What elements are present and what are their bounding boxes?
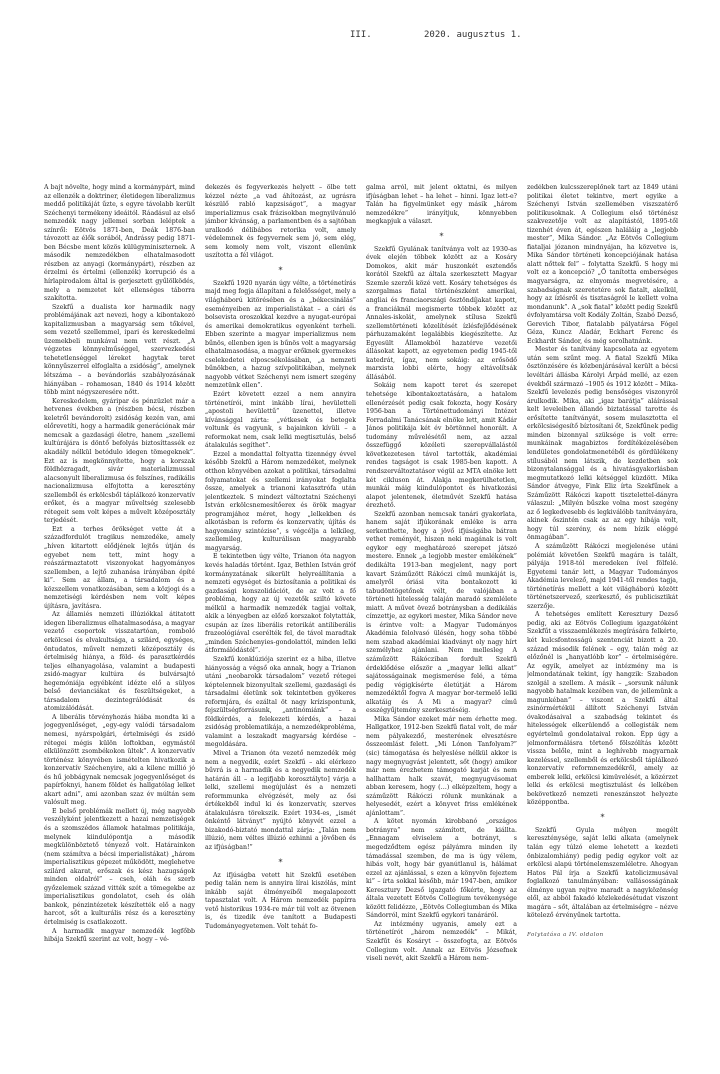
paragraph: A bajt növelte, hogy mind a kormánypárt, mind az ellenzék a doktriner, életidegen liberalizmus meddő politikáját űzte, s egyre távolabb került Széchenyi termékeny ideáitól. Ráadásul az első nemzedék nagy jellemei sorban leléptek a színről: Eötvös 1871-ben, Deák 1876-ban távozott az élők sorából, Andrássy pedig 1871-ben Bécsbe ment közös külügyminiszternek. A második nemzedékben elhatalmasodott részben az anyagi (kormánypárt), részben az érzelmi és értelmi (ellenzék) korrupció és a hírlapirodalom által is gerjesztett gyűlölködés, mely a nemzetet két ellenséges táborra szakította. xyxy=(44,184,195,303)
paragraph: Szekfű Gyula mélyen megélt kereszténysége, saját lelki alkata (amelynek talán egy túlzó eleme lehetett a kezdeti önbizalomhiány) pedig pedig egykor volt az erkölcsi alapú történelemszemléletre. Ahogyan Hatos Pál írja a Szekfű katolicizmusával foglalkozó tanulmányában: vallásosságának élménye ugyan rejtve maradt a nagyközönség elől, az abból fakadó közlekedésétudat viszont magára – sőt, általában az értelmiségre – nézve kötelező érvényűnek tartotta. xyxy=(527,826,678,920)
paragraph: Az intézmény ugyanis, amely ezt a történetírót „három nemzedék” – Mikát, Szekfűt és Kosáryt – összefogta, az Eötvös Collegium volt. Annak az Eötvös Józsefnek viseli nevét, akit Szekfű a Három nem- xyxy=(366,920,517,963)
article-column-2 xyxy=(205,184,356,1046)
paragraph: A liberális törvényhozás hiába mondta ki a jogegyenlőséget, „egy-egy valódi társadalom nemesi, nyárspolgári, értelmiségi és zsidó rétegei mégis külön loftokban, egymástól elkülönzött zsombékokon ültek”. A konzervatív történész könyvében ismételten hivatkozik a konzervatív Széchenyire, aki a kilenc millió jó és hű jobbágynak nemcsak jogegyenlőséget és papírfoknyi, hanem földet és hallgatólag lelket akart adni”, ami azonban szaz év múltán sem valósult meg. xyxy=(44,713,195,807)
paragraph: Szekfű konklúziója szerint ez a hiba, illetve hiányosság a végső oka annak, hogy a Trianon utáni „neobarokk társadalom” vezető rétegei képtelennek bizonyultak szellemi, gazdasági és társadalmi életünk sok tekintetben gyökeres reformjára, és ezáltal öt nagy krízispontunk, fejszültségforrásunk, „antinómiánk” – a földkérdés, a felekezeti kérdés, a hazai zsidóság problematikája, a nemzedékprobléma, valamint a leszakadt magyarság kérdése – megoldására. xyxy=(205,655,356,749)
paragraph: Szekfű azonban nemcsak tanári gyakorlata, hanem saját ifjúkorának emléke is arra serkenthette, hogy a jövő ifjúságába bátran vethet reményét, hiszen neki magának is volt egykor egy meghatározó szerepet játszó mestere. Ennek „a legjobb mester emlékének” dedikálta 1913-ban megjelent, nagy port kavart Száműzött Rákóczi című munkáját is, amelyről óriási vita bontakozott ki tabudöntögetőnek vélt, de valójában a történeti hitelesség talaján maradó szemlélete miatt. A művet övező botránysban a dedikálás címzettje, az egykori mester, Mika Sándor neve is érintve volt: a Magyar Tudományos Akadémia felolvasó ülésén, hogy soha többé nem szabad akadémiai kiadványt oly nagy hírt személyhez ajánlani. Nem mellesleg A száműzött Rákócziban fordult Szekfű érdeklődése először a „magyar lelki alkat” sajátosságainak megismerése felé, a téma pedig végigkísérte életútját a Három nemzedéktől fogva A magyar bor-termelő lelki alkatáig és A Mi a magyar? című esszégyűjtemény szerkesztéséig. xyxy=(366,510,517,715)
section-separator: * xyxy=(439,231,444,241)
page-header xyxy=(0,30,720,46)
paragraph: A tehetséges említett Keresztury Dezső pedig, aki az Eötvös Collegium igazgatóként Szekfűt a visszaemlékezés megírására felkérte, két kulcsfontosságú szentenciát bizott a 20. század második felének – egy, talán még az előzőnél is „hanyatlóbb kor” – értelmiségére. Az egyik, amelyet az intézmény ma is jelmondatának tekint, így hangzik: Szabadon szolgál a szellem. A másik – „sorsunk nálunk nagyobb hatalmak kezében van, de jellemünk a magunkéban” – viszont a Szekfű által zsinórmértékül állított Széchenyi István óvakodásaival a szabadság tekintet és hitelességek elkerülendő a collegisták nem egyértelmű gondolataival rokon. Épp úgy a jelmonformálásra törtenő fölszólítás között vissza belőle, mint a leghívebb magyarnak kezeléssel, szellemből és erkölcsből táplálkozó konzervatív reformnemzedékről, amely az emberek lelki, erkölcsi kimüvelését, a közérzet lelki és erkölcsi megtisztulást és lelkében bekövetkező nemzeti reneszánszot helyezte középpontba. xyxy=(527,611,678,807)
paragraph: A harmadik magyar nemzedék legfőbb hibája Szekfű szerint az volt, hogy – vé- xyxy=(44,927,195,944)
paragraph: E tekintetben úgy vélte, Trianon óta nagyon kevés haladás történt. Igaz, Bethlen István gróf kormányzatának sikerült helyreállítania a nemzeti egységet és biztosítania a politikai és gazdasági konszolidációt, de az volt a fő probléma, hogy az új vezetők sziltó követe mélkül a harmadik nemzedék tagjai voltak, akik a lényegben az előző korszakot folytatták, csupán az ízes liberális retorikát antiliberális frazeológiával cserélték fel, de távol maradtak „minden Széchenyies-gondolattól, minden lelki átformálódástól”. xyxy=(205,553,356,655)
paragraph: A kötet nyomán kirobbanó „országos botrányra” nem számított, de kiállta. „Ennagam elviselem a botrányt, s megedződtem egész pályámra minden ily támadással szemben, de ma is úgy vélem, hibás volt, hogy bár gyanútlanul is, hálámat ezzel az ajánlással, s ezen a könyvön fejeztem ki” – írta sokkal később, már 1947-ben, amikor Keresztury Dezső igazgató főkérte, hogy az általa vezetett Eötvös Collegium tevékenysége között felidézze, „Eötvös Collegiumban és Mika Sándorról, mint Szekfű egykori tanáráról. xyxy=(366,818,517,920)
paragraph: galma arról, mit jelent oktatni, és milyen ifjúságban lehet – ha lehet – hinni. Igaz lett-e? Talán ha figyelmünket egy másik „három nemzedékre” irányítjuk, könnyebben megkapjuk a választ. xyxy=(366,184,517,226)
paragraph: dekezés és fegyverkezés helyett – ölbe tett kézzel nézte „a vad áhítozást, az ugrásra készülő rabló kapzsiságot”, a magyar imperializmus csak frázisokban megnyilvánuló jámbor kívánság, a parlamentben és a sajtóban uralkodó délibábos retorika volt, amely védelemnek és fegyvernek sem jó, sem elég, sem komoly nem volt, viszont ellenünk uszította a fél világot. xyxy=(205,184,356,260)
section-separator: * xyxy=(600,812,605,822)
paragraph: Szekfű 1920 nyarán úgy vélte, a történetírás majd meg fogja állapítani a felelősséget, mely a világháború kitörésében és a „békecsinálás” eseményeiben az imperialistákat – a cári és bolsevista oroszokkal kezdve a nyugat-európai és amerikai demokratikus egyenként terheli. Ebben szerinte a magyar imperializmus nem bűnös, ellenben igen is bűnös volt a magyarság elhatalmasodása, a magyar erőknek gyermekes cselekedetei elposcsékolásában, „a nemzeti bűnökben, a hazug szívpolitikában, melynek nagyobb vétket Széchenyi nem ismert szegény nemzetünk ellen”. xyxy=(205,279,356,390)
paragraph: Szekfű Gyulának tanítványa volt az 1930-as évek elején többek között az a Kosáry Domokos, akit már huszonkét esztendős korától Szekfű az általa szerkesztett Magyar Szemle szerzői közé vett. Kosáry tehetséges és szorgalmas fiatal történészként amerikai, angliai és franciaországi ösztöndíjakat kapott, a franciáknál megismerte többek között az Annales-iskolát, amelynek stílusa Szekfű szellemtörténeti közelítését ízlésfejlődésének párhuzamaként legalábbis kiegészítette. Az Egyesült Államokból hazatérve vezetői állásokat kapott, az egyetemen pedig 1945-től katedrát, ígaz, nem sokáig: az erősödő marxista lobbi elérte, hogy eltávolítsák állásából. xyxy=(366,245,517,381)
section-separator: * xyxy=(278,265,283,275)
paragraph: Mivel a Trianon óta vezető nemzedék még nem a negyedik, ezért Szekfű – aki elérkezo bűvrá is a harmadik és a negyedik nemzedék határán áll – a legifjabb korosztályto] várja a lelki, szellemi megújulást és a nemzeti reformmunka elvégzését, mely az ősi értékekből indul ki és konzervatív, szerves átalakulásra törekszik. Ezért 1934-es, „ismét önkéntő látványt” nyújtó könyvét ezzel a bizakodó-biztató mondattal zárja: „Talán nem illúzió, nem véltes illúzió ezhinni a jövőben és az ifjúságban!” xyxy=(205,750,356,852)
article-body xyxy=(44,184,678,1046)
paragraph: Ezért követett ezzel a nem annyira történetírói, mint inkább lírai, hevületteli „apostoli hevülettű” üzenettel, illetve kívánsággal zárta: „vétkesek és betegek voltunk és vagyunk, s bajainkon kívüli – a reformokat nem, csak lelki megtisztulás, belső átalakulás segíthet”. xyxy=(205,391,356,450)
paragraph: Az államiés nemzeti illúziókkal átitatott idegen liberalizmus elhatalmasodása, a magyar vezető csoportok visszatartóan, romboló erkölcsei és elvakultsága, a szilárd, egységes, öntudatos, művelt nemzeti középosztály és értelmiség hiánya, a föld- és parasztkérdés teljes elhanyagolása, valamint a budapesti zsidó-magyar kultúra és bulvársajtó hegemóniája egyébként idézte elő a sülyos belső devianciákat és feszültségeket, a társadalom dezintegrálódását és atomizálódását. xyxy=(44,611,195,713)
page-number: III. xyxy=(350,30,372,40)
article-column-4 xyxy=(527,184,678,1046)
paragraph: Mester és tanítvány kapcsolata az egyetem után sem szűnt meg. A fiatal Szekfű Mika ösztönzésére és közbenjárásával került a bécsi levéltári állásba Károlyi Árpád mellé, az ezen évekből származó –1905 és 1912 között – Mika-Szekfű levelezés pedig bensőséges viszonyról árulkodik. Mika, aki „igaz barátja” aláírással kelt leveleiben állandó biztatással tarotte és erősítette tanítványát, sosem mulasztotta el erkölcsiségesítő bíztosítani őt, Szekfűnek pedig minden bizonnyal szüksége is volt erre: munkáinak magabiztos fordítékézelésében lendületes gondolatmenetéből és gördülékeny stílusából nem látszik, de kezdetben sok bizonytalansággal és a hivatásgyakorlásban megmutatkozó lelki kétséggel küzdött. Mika Sándor átvegye, Fink Eliz írta Szekfűnek a Száműzött Rákóczi kapott tisztelettel-dányra válaszul: „Milyén bűszke volna most szegény az ő legkedvesebb és legkiválóbb tanítványára, akinek őszintén csak az az egy hibája volt, hogy túl szerény, és nem bízik eléggé önmagában”. xyxy=(527,346,678,542)
paragraph: E belső problémák mellett új, még nagyobb veszélyként jelentkezett a hazai nemzetiségek és a szomszédos államok hatalmas politikája, melynek kiindulópontja a második megkülönböztető tényező volt. Határainkon (nem számítva a bécsi imperialistákat) „három imperialisztikus gépezet működött, meglehetve szilárd akarat, erőszak és kész hazugságok minden oldalról” – cseh, oláh és szerb győzelemek század vitték szét a tömegekbe az imperialisztikus gondolatot, cseh és oláh bankok, pénzintézetek készítették elő a nagy harcot, sőt a kulturális rész és a keresztény értelmiség is csatlakozott. xyxy=(44,807,195,927)
section-separator: * xyxy=(278,857,283,867)
paragraph: Szekfű a dualista kor harmadik nagy problémájának azt nevezi, hogy a kibontakozó kapitalizmusban a magyarság sem tőkével, sem vezető szellemmel, ipari és kereskedelmi üzemekbeli munkával nem vett részt. „A végzetes könnyelműséggel, szervezkedési tehetetlenséggel léreket hagytak teret könnyűszerrel elfoglalta a zsidóság”, amelynek létszáma – a bevándorlás szabályozásának hiányában – rohamosan, 1840 és 1914 között több mint négyszeresére nőtt. xyxy=(44,303,195,397)
paragraph: Sokáig nem kapott teret és szerepet tehetsége kibontakoztatására, a hatalom ellenérzését pedig csak fokozta, hogy Kosáry 1956-ban a Történettudományi Intézet Forradalmi Tanácsának elnöke lett, amit Kádár János politikája két év börtönnel honorált. A tudomány művelésétől nem, az azzal összefüggő közéleti szerepvállalástól következetesen távol tartották, akadémiai rendes tagságot is csak 1985-ben kapott. A rendszerváltoztatásor végül az MTA elnöke lett két cikluson át. Alakja megkerülhetetlen, munkái máig kiindulópontot és hivatkozási alapot jelentenek, életművét Szekfű hatása érezhető. xyxy=(366,382,517,510)
paragraph: A száműzött Rákóczi megjelenése utáni polémiát követően Szekfű magára is talált, pályája 1918-tól meredeken ível fölfelé. Egyetemi tanár lett, a Magyar Tudományos Akadémia levelező, majd 1941-től rendes tagja, történetírás mellett a két világháború között történetszervező, szerkesztő, és publicisztikát szerzője. xyxy=(527,542,678,610)
article-column-3 xyxy=(366,184,517,1046)
paragraph: Ezt a terhes örökséget vette át a századfordulót tragikus nemzedéke, amely „híven kitartott elődjének lejtős útján és egyebet nem tett, mint hogy a reászármaztatott viszonyokat hagyományos szellemben, a lejtő zuhanása irányában építé ki”. Sem az állam, a társadalom és a közszellem vonatkozásában, sem a közjogi és a nemzetiségi kérdésben nem volt képes újításra, javításra. xyxy=(44,525,195,610)
article-column-1 xyxy=(44,184,195,1046)
issue-date: 2020. augusztus 1. xyxy=(424,30,522,40)
continuation-note: Folytatása a IV. oldalon xyxy=(527,931,604,938)
paragraph: Ezzel a mondattal foltyatta tizennégy évvel később Szekfű a Három nemzedéket, melynek otthon könyvében azokat a politikai, társadalmi folyamatokat és szellemi irányokat foglalta össze, amelyek a trianoni katasztrófa után jelentkeztek. S mindezt változtatni Széchenyi István erkölcsnemesítőerex és örök magyar programjához méret, hogy „lelkekben és alkotásban is reform és konzervatív, újítás és hagyomány szintézise”, s végcélja a lelkileg, szellemileg, kulturálisan magyarabb magyarság. xyxy=(205,450,356,552)
paragraph: Kereskedelem, gyáripar és pénzüzlet már a hetvenes években a (részben bécsi, részben keletről bevándorolt) zsidóság kezén van, ami előrevetíti, hogy a harmadik generációnak már nemcsak a gazdasági életre, hanem „szellemi kultúrájára is döntő befolyás biztosíttassék ez akadály nélkül betódulo idegen tömegeknek”. Ezt az is megkönnyítette, hogy a korszak földhözragadt, sivár materializmussal alacsonyult liberalizmusa és felszínes, radikális nacionalizmusa elfojtotta a keresztény szellemből és erkölcsből táplálkozó konzervatív erőket, és a magyar műveltség szelesebb rétegeit sem volt képes a művelt középosztály terjedését. xyxy=(44,397,195,525)
paragraph: zedékben kulcsszereplőnek tart az 1849 utáni politikai életet tekintve, mert egyike a Széchenyi István szellemében viszszatérő politikusoknak. A Collegium első történész szakvezetője volt az alapítástól, 1895-től tizenhét éven át, egészen haláláig a „legjobb mester”, Mika Sándor. „Az Eötvös Collegium fiataljai józanon mindnyájan, ha közvetve is, Mika Sándor történeti koncepciójának hatása alatt nőttek fel” – folytatta Szekfű. S hogy mi volt ez a koncepció? „Ő tanította emberséges magyarságra, az elnyomás megvetésére, a szabadságnak szeretetére sok fiatalt, akelkül, hogy az ízlésről és tisztaságról le kellett volna mondanunk”. A „sok fiatal” között pedig Szekfű évfolyamtársa volt Kodály Zoltán, Szabó Dezső, Gerevich Tibor, fiatalabb pályatársa Fógel Géza, Kuncz Aladár, Eckhart Ferenc és Eckhardt Sándor, és még sorolhatnánk. xyxy=(527,184,678,345)
paragraph: Mika Sándor ezeket már nem érhette meg. Hallgatkor, 1912-ben Szekfű fiatal volt, de már nem pályakezdő, mesterének elvesztésre összeomlást felett. „Mi Lónon Tanfolyam?” (sic) támogatása és helyeslése nélkül akkor is nagy megnyugvást jelentett, sőt (hogy) amikor már nem érezhetem támogató karját és nem hallhattam halk szavát, megnyugvásomat abban keresem, hogy (…) elképzeltem, hogy a száműzött Rákóczi rólunk munkának a helyesedét, ezért a könyvet friss emlékének ajánlottam”. xyxy=(366,715,517,817)
paragraph: Az ifjúságba vetett hit Szekfű esetében pedig talán nem is annyira lírai kiszólás, mint inkább saját élményeiből megalapozott tapasztalat volt. A Három nemzedék papírra vető historikus 1934-re már túl volt az ötvenen is, és tizedik éve tanított a Budapesti Tudományegyetemen. Volt tehát fo- xyxy=(205,871,356,930)
